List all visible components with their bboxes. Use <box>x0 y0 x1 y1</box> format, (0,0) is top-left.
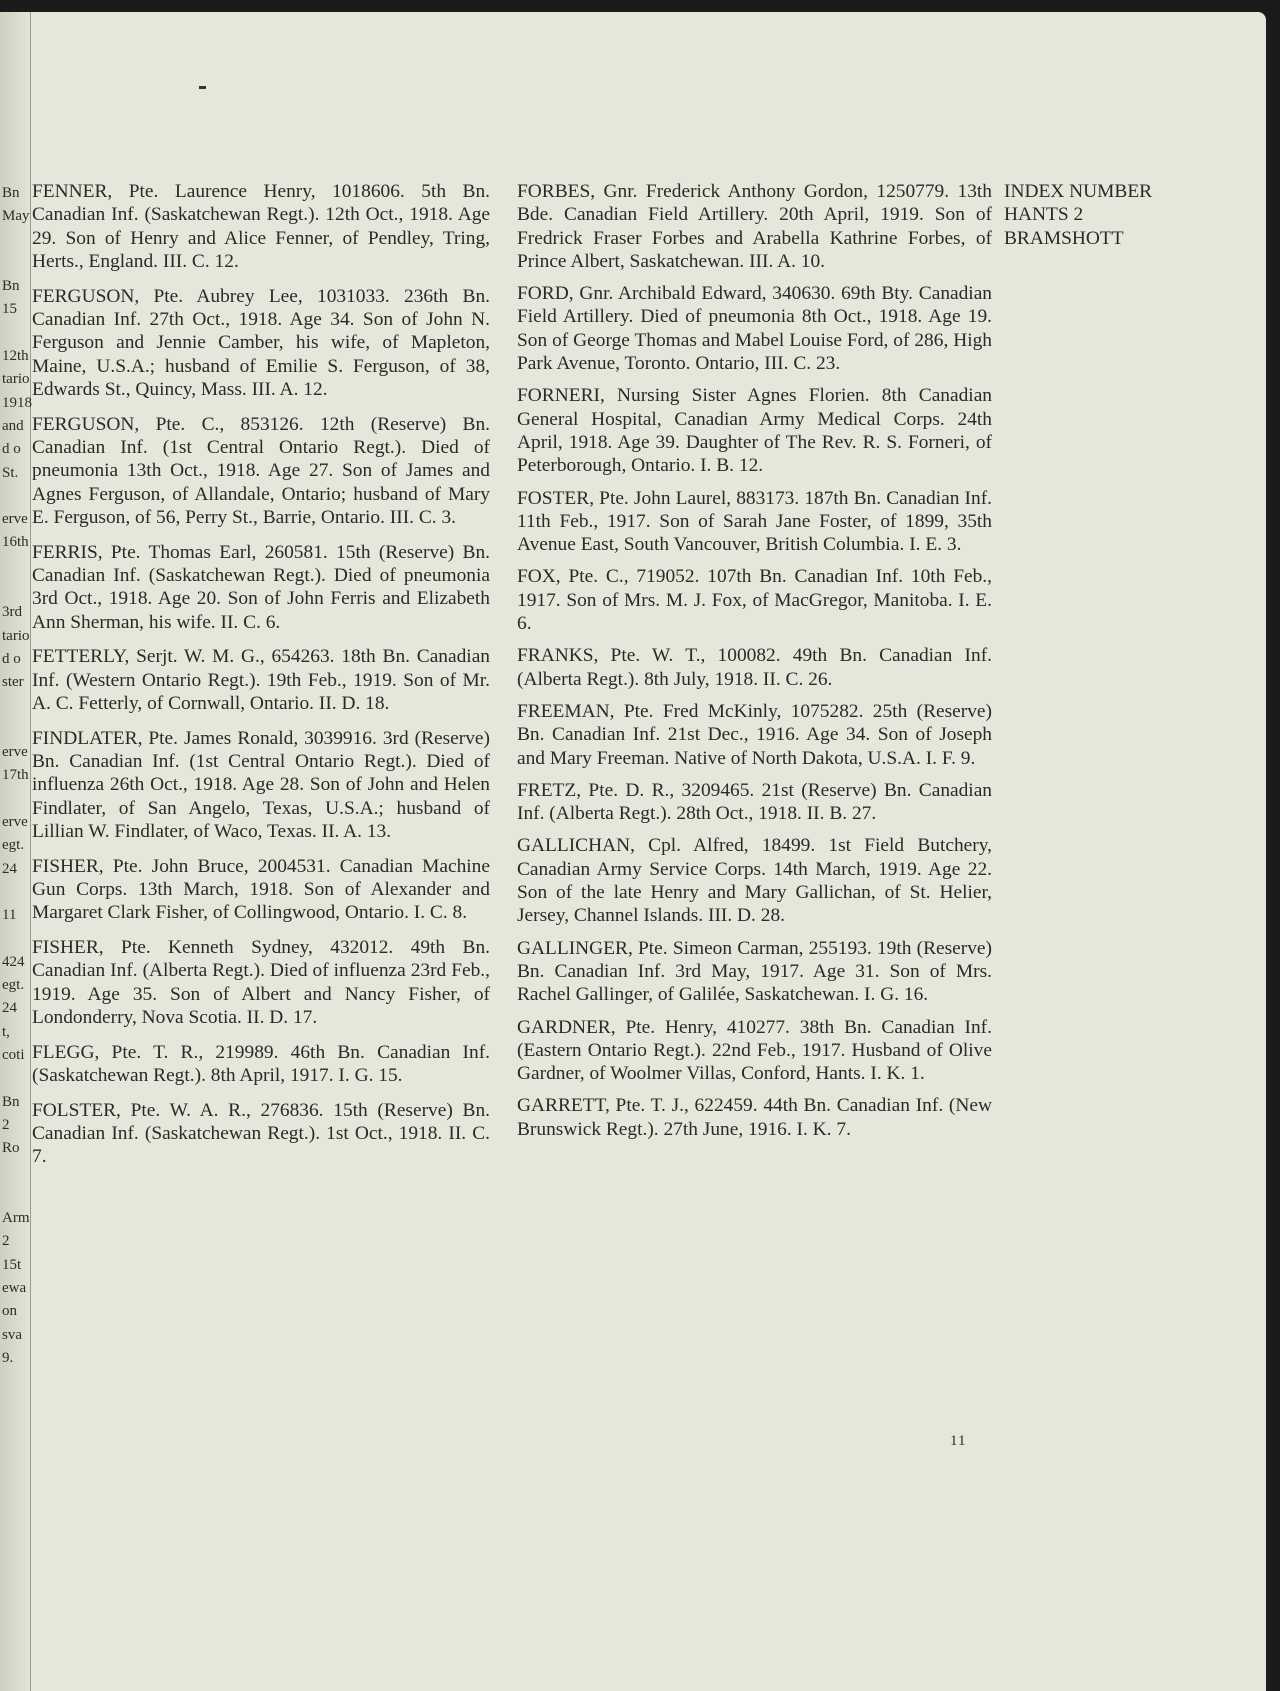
casualty-entry: FRETZ, Pte. D. R., 3209465. 21st (Reserve) Bn. Canadian Inf. (Alberta Regt.). 28th Oct., 1918. II. B. 27. <box>517 779 992 825</box>
gutter-fragment: 424 <box>2 953 25 970</box>
gutter-fragment: May <box>2 208 30 225</box>
gutter-fragment: 24 <box>2 860 17 877</box>
gutter-fragment: 24 <box>2 1000 17 1017</box>
gutter-fragment <box>2 1184 28 1207</box>
gutter-fragment: 15 <box>2 301 17 318</box>
casualty-entry: FOX, Pte. C., 719052. 107th Bn. Canadian Inf. 10th Feb., 1917. Son of Mrs. M. J. Fox, of MacGregor, Manitoba. I. E. 6. <box>517 566 992 635</box>
casualty-entry: FERGUSON, Pte. Aubrey Lee, 1031033. 236th Bn. Canadian Inf. 27th Oct., 1918. Age 34. Son of John N. Ferguson and Jennie Camber, his wife, of Mapleton, Maine, U.S.A.; husband of Emilie S. Ferguson, of 38, Edwards St., Quincy, Mass. III. A. 12. <box>32 285 490 400</box>
page-number: 11 <box>950 1433 967 1449</box>
casualty-entry: FISHER, Pte. Kenneth Sydney, 432012. 49th Bn. Canadian Inf. (Alberta Regt.). Died of influenza 23rd Feb., 1919. Age 35. Son of Albert and Nancy Fisher, of Londonderry, Nova Scotia. II. D. 17. <box>32 937 490 1028</box>
previous-page-fragments <box>2 182 32 1370</box>
gutter-fragment: 2 <box>2 1233 10 1250</box>
gutter-fragment <box>2 252 28 275</box>
index-header <box>1004 180 1254 250</box>
casualty-entry: FOLSTER, Pte. W. A. R., 276836. 15th (Reserve) Bn. Canadian Inf. (Saskatchewan Regt.). 1st Oct., 1918. II. C. 7. <box>32 1099 490 1168</box>
casualty-entry: FETTERLY, Serjt. W. M. G., 654263. 18th Bn. Canadian Inf. (Western Ontario Regt.). 19th Feb., 1919. Son of Mr. A. C. Fetterly, of Cornwall, Ontario. II. D. 18. <box>32 646 490 714</box>
binding-gutter <box>0 12 31 1691</box>
gutter-fragment: sva <box>2 1326 22 1343</box>
casualty-entry: FLEGG, Pte. T. R., 219989. 46th Bn. Canadian Inf. (Saskatchewan Regt.). 8th April, 1917. I. G. 15. <box>32 1041 490 1087</box>
gutter-fragment: and <box>2 417 24 434</box>
gutter-fragment: d o <box>2 650 21 667</box>
casualty-entry: FOSTER, Pte. John Laurel, 883173. 187th Bn. Canadian Inf. 11th Feb., 1917. Son of Sarah Jane Foster, of 1899, 35th Avenue East, South Vancouver, British Columbia. I. E. 3. <box>517 487 992 556</box>
gutter-fragment: 3rd <box>2 604 22 621</box>
gutter-fragment: 12th <box>2 348 29 365</box>
gutter-fragment <box>2 788 28 811</box>
middle-column <box>517 180 992 1150</box>
gutter-fragment: 2 <box>2 1116 10 1133</box>
casualty-entry: GARRETT, Pte. T. J., 622459. 44th Bn. Canadian Inf. (New Brunswick Regt.). 27th June, 1916. I. K. 7. <box>517 1095 992 1140</box>
casualty-entry: FINDLATER, Pte. James Ronald, 3039916. 3rd (Reserve) Bn. Canadian Inf. (1st Central Ontario Regt.). Died of influenza 26th Oct., 1918. Age 28. Son of John and Helen Findlater, of San Angelo, Texas, U.S.A.; husband of Lillian W. Findlater, of Waco, Texas. II. A. 13. <box>32 727 490 842</box>
casualty-entry: FERRIS, Pte. Thomas Earl, 260581. 15th (Reserve) Bn. Canadian Inf. (Saskatchewan Regt.). Died of pneumonia 3rd Oct., 1918. Age 20. Son of John Ferris and Elizabeth Ann Sherman, his wife. II. C. 6. <box>32 541 490 633</box>
gutter-fragment <box>2 229 28 252</box>
gutter-fragment <box>2 881 28 904</box>
casualty-entry: FENNER, Pte. Laurence Henry, 1018606. 5th Bn. Canadian Inf. (Saskatchewan Regt.). 12th Oct., 1918. Age 29. Son of Henry and Alice Fenner, of Pendley, Tring, Herts., England. III. C. 12. <box>32 181 490 272</box>
register-page <box>0 12 1266 1691</box>
casualty-entry: FORNERI, Nursing Sister Agnes Florien. 8th Canadian General Hospital, Canadian Army Medical Corps. 24th April, 1918. Age 39. Daughter of The Rev. R. S. Forneri, of Peterborough, Ontario. I. B. 12. <box>517 385 992 477</box>
gutter-fragment: Ro <box>2 1140 20 1157</box>
gutter-fragment: tario <box>2 627 30 644</box>
gutter-fragment: Bn <box>2 185 20 201</box>
index-number-label: INDEX NUMBER <box>1004 181 1153 202</box>
gutter-fragment: 17th <box>2 767 29 784</box>
casualty-entry: GALLINGER, Pte. Simeon Carman, 255193. 19th (Reserve) Bn. Canadian Inf. 3rd May, 1917. Age 31. Son of Mrs. Rachel Gallinger, of Galilée, Saskatchewan. I. G. 16. <box>517 937 992 1006</box>
casualty-entry: FRANKS, Pte. W. T., 100082. 49th Bn. Canadian Inf. (Alberta Regt.). 8th July, 1918. II. C. 26. <box>517 645 992 690</box>
county-label: HANTS 2 <box>1004 204 1084 226</box>
gutter-fragment: erve <box>2 511 28 528</box>
gutter-fragment: egt. <box>2 977 25 994</box>
gutter-fragment: on <box>2 1303 17 1320</box>
gutter-fragment: Bn <box>2 1093 20 1110</box>
gutter-fragment <box>2 485 28 508</box>
gutter-fragment: 9. <box>2 1349 14 1366</box>
ink-mark <box>199 86 206 89</box>
gutter-fragment <box>2 1067 28 1090</box>
gutter-fragment <box>2 322 28 345</box>
gutter-fragment: St. <box>2 464 19 481</box>
gutter-fragment <box>2 718 28 741</box>
gutter-fragment <box>2 1160 28 1183</box>
casualty-entry: FISHER, Pte. John Bruce, 2004531. Canadian Machine Gun Corps. 13th March, 1918. Son of Alexander and Margaret Clark Fisher, of Collingwood, Ontario. I. C. 8. <box>32 855 490 924</box>
casualty-entry: FORBES, Gnr. Frederick Anthony Gordon, 1250779. 13th Bde. Canadian Field Artillery. 20th April, 1919. Son of Fredrick Fraser Forbes and Arabella Kathrine Forbes, of Prince Albert, Saskatchewan. III. A. 10. <box>517 181 992 272</box>
gutter-fragment <box>2 555 28 578</box>
left-column <box>32 180 490 1180</box>
gutter-fragment: egt. <box>2 837 25 854</box>
gutter-fragment: 15t <box>2 1256 22 1273</box>
gutter-fragment: coti <box>2 1046 25 1063</box>
gutter-fragment: d o <box>2 441 21 458</box>
casualty-entry: FERGUSON, Pte. C., 853126. 12th (Reserve) Bn. Canadian Inf. (1st Central Ontario Regt.). Died of pneumonia 13th Oct., 1918. Age 27. Son of James and Agnes Ferguson, of Allandale, Ontario; husband of Mary E. Ferguson, of 56, Perry St., Barrie, Ontario. III. C. 3. <box>32 413 490 528</box>
casualty-entry: GALLICHAN, Cpl. Alfred, 18499. 1st Field Butchery, Canadian Army Service Corps. 14th March, 1919. Age 22. Son of the late Henry and Mary Gallichan, of St. Helier, Jersey, Channel Islands. III. D. 28. <box>517 835 992 927</box>
gutter-fragment: ewa <box>2 1279 27 1296</box>
gutter-fragment <box>2 578 28 601</box>
gutter-fragment <box>2 928 28 951</box>
gutter-fragment: erve <box>2 744 28 761</box>
gutter-fragment: Bn <box>2 278 20 295</box>
gutter-fragment: Arm <box>2 1210 30 1227</box>
gutter-fragment: 16th <box>2 534 29 551</box>
gutter-fragment: 1918 <box>2 394 32 411</box>
gutter-fragment: tario <box>2 371 30 388</box>
casualty-entry: FORD, Gnr. Archibald Edward, 340630. 69th Bty. Canadian Field Artillery. Died of pneumonia 8th Oct., 1918. Age 19. Son of George Thomas and Mabel Louise Ford, of 286, High Park Avenue, Toronto. Ontario, III. C. 23. <box>517 283 992 375</box>
cemetery-label: BRAMSHOTT <box>1004 227 1124 249</box>
casualty-entry: FREEMAN, Pte. Fred McKinly, 1075282. 25th (Reserve) Bn. Canadian Inf. 21st Dec., 1916. Age 34. Son of Joseph and Mary Freeman. Native of North Dakota, U.S.A. I. F. 9. <box>517 700 992 769</box>
gutter-fragment: erve <box>2 814 28 831</box>
gutter-fragment <box>2 695 28 718</box>
gutter-fragment: t, <box>2 1023 10 1040</box>
casualty-entry: GARDNER, Pte. Henry, 410277. 38th Bn. Canadian Inf. (Eastern Ontario Regt.). 22nd Feb., 1917. Husband of Olive Gardner, of Woolmer Villas, Conford, Hants. I. K. 1. <box>517 1016 992 1085</box>
gutter-fragment: 11 <box>2 907 17 924</box>
gutter-fragment: ster <box>2 674 24 691</box>
